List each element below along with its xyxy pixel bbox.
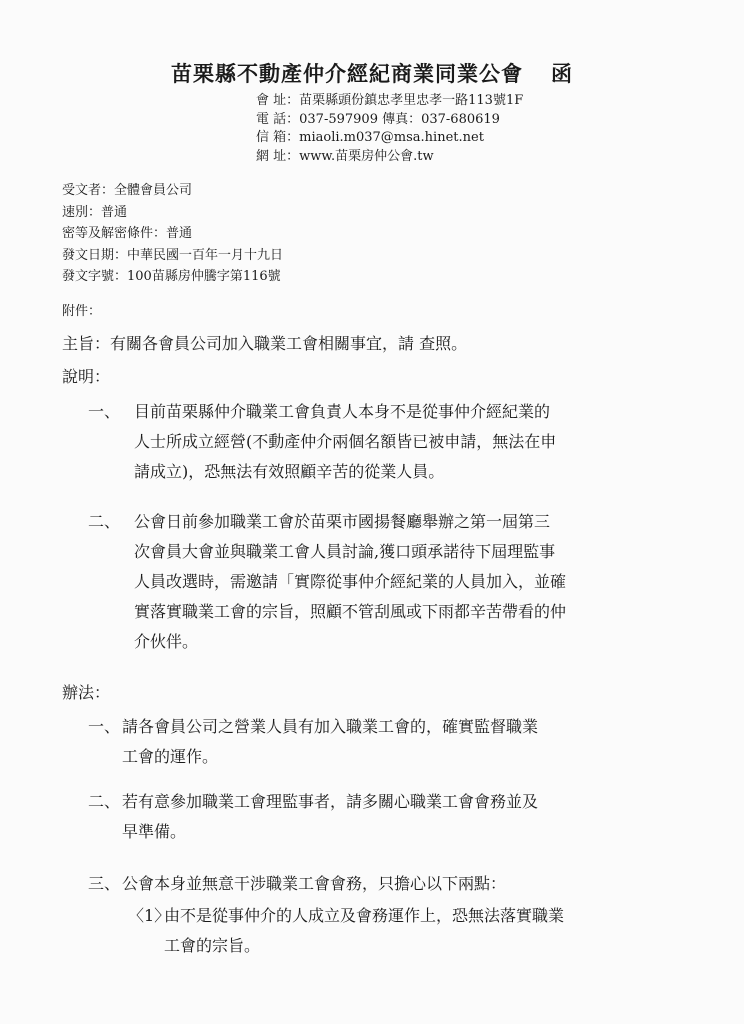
meta-recipient: 受文者：全體會員公司	[62, 183, 193, 198]
item-line: 若有意參加職業工會理監事者，請多關心職業工會會務並及	[122, 792, 539, 811]
org-name: 苗栗縣不動產仲介經紀商業同業公會	[171, 61, 523, 86]
attachment-label: 附件：	[62, 304, 102, 319]
doc-type: 函	[551, 61, 573, 86]
contact-address: 會 址：苗栗縣頭份鎮忠孝里忠孝一路113號1F	[256, 93, 524, 108]
document-meta	[62, 180, 283, 288]
meta-doc-number: 發文字號：100苗縣房仲騰字第116號	[62, 269, 281, 284]
subject-label: 主旨：	[62, 334, 111, 353]
item-line: 人士所成立經營(不動產仲介兩個名額皆已被申請，無法在申	[134, 432, 557, 451]
item-line: 實落實職業工會的宗旨，照顧不管刮風或下雨都辛苦帶看的仲	[134, 602, 567, 621]
explanation-item-2	[88, 507, 566, 657]
letterhead-title	[0, 58, 744, 88]
item-line: 早準備。	[122, 822, 187, 841]
item-line: 請成立)，恐無法有效照顧辛苦的從業人員。	[134, 462, 445, 481]
explanation-heading: 說明：	[62, 367, 111, 386]
meta-speed: 速別：普通	[62, 204, 128, 220]
item-line: 人員改選時，需邀請「實際從事仲介經紀業的人員加入，並確	[134, 572, 567, 591]
item-line: 次會員大會並與職業工會人員討論,獲口頭承諾待下屆理監事	[134, 542, 556, 561]
item-line: 目前苗栗縣仲介職業工會負責人本身不是從事仲介經紀業的	[134, 402, 551, 421]
subject-line	[62, 331, 467, 354]
meta-date: 發文日期：中華民國一百年一月十九日	[62, 247, 284, 263]
item-number: 一、	[88, 402, 121, 421]
contact-block	[256, 92, 523, 166]
item-number: 三、	[88, 874, 121, 893]
subject-text: 有關各會員公司加入職業工會相關事宜，請 查照。	[110, 334, 468, 353]
measures-heading: 辦法：	[62, 683, 111, 702]
meta-security: 密等及解密條件：普通	[62, 226, 193, 241]
item-line: 工會的運作。	[122, 747, 219, 766]
contact-email: 信 箱：miaoli.m037@msa.hinet.net	[256, 130, 484, 145]
item-line: 介伙伴。	[134, 632, 199, 651]
contact-website: 網 址：www.苗栗房仲公會.tw	[256, 148, 434, 164]
explanation-item-1	[88, 397, 556, 487]
measures-item-1	[88, 712, 538, 772]
item-line: 公會本身並無意干涉職業工會會務，只擔心以下兩點：	[122, 874, 507, 893]
item-number: 一、	[88, 717, 121, 736]
measures-item-3	[88, 869, 506, 899]
item-line: 請各會員公司之營業人員有加入職業工會的，確實監督職業	[122, 717, 539, 736]
sub-item-number: 〈1〉	[128, 906, 171, 925]
item-line: 公會日前參加職業工會於苗栗市國揚餐廳舉辦之第一屆第三	[134, 512, 551, 531]
measures-item-2	[88, 787, 538, 847]
item-number: 二、	[88, 512, 121, 531]
measures-item-3-sub-1	[128, 901, 564, 961]
sub-item-line: 工會的宗旨。	[164, 936, 261, 955]
item-number: 二、	[88, 792, 121, 811]
sub-item-line: 由不是從事仲介的人成立及會務運作上，恐無法落實職業	[164, 906, 565, 925]
contact-phone: 電 話：037-597909 傳真：037-680619	[256, 111, 500, 127]
